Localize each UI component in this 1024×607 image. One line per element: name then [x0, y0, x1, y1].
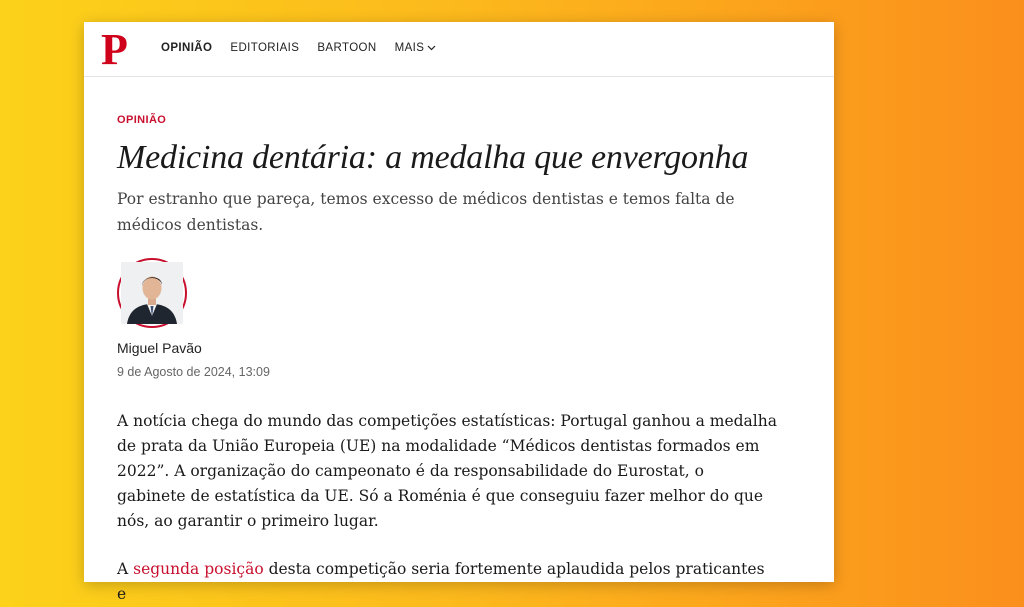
- article-subtitle: Por estranho que pareça, temos excesso de médicos dentistas e temos falta de médicos dentistas.: [117, 190, 735, 234]
- top-navigation: [84, 22, 834, 77]
- nav-item-opiniao[interactable]: OPINIÃO: [161, 42, 213, 54]
- article-content: [117, 114, 797, 607]
- nav-item-mais[interactable]: [395, 42, 437, 54]
- article-title: Medicina dentária: a medalha que envergonha: [117, 139, 749, 176]
- nav-item-mais-label: MAIS: [394, 42, 425, 54]
- segunda-posicao-link[interactable]: segunda posição: [133, 560, 264, 578]
- section-label[interactable]: OPINIÃO: [117, 114, 167, 126]
- nav-menu: [161, 42, 454, 54]
- article-card: [84, 22, 834, 603]
- author-photo-icon: [121, 262, 183, 324]
- nav-item-editoriais[interactable]: EDITORIAIS: [230, 42, 300, 54]
- publish-date: 9 de Agosto de 2024, 13:09: [117, 365, 270, 379]
- article-paragraph-1: A notícia chega do mundo das competições estatísticas: Portugal ganhou a medalha de prata da União Europeia (UE) na modalidade “Médicos dentistas formados em 2022”. A organização do campeonato é da responsabilidade do Eurostat, o gabinete de estatística da UE. Só a Roménia é que conseguiu fazer melhor do que nós, ao garantir o primeiro lugar.: [117, 412, 777, 530]
- nav-item-bartoon[interactable]: BARTOON: [317, 42, 377, 54]
- article-paragraph-2: [117, 557, 777, 607]
- paragraph-2-rest: desta competição seria fortemente aplaudida pelos praticantes e: [117, 560, 765, 603]
- author-avatar[interactable]: [117, 258, 187, 328]
- paragraph-2-start: A: [117, 560, 134, 578]
- chevron-down-icon: [427, 42, 436, 54]
- publico-logo[interactable]: P: [101, 25, 128, 74]
- author-name[interactable]: Miguel Pavão: [117, 340, 202, 356]
